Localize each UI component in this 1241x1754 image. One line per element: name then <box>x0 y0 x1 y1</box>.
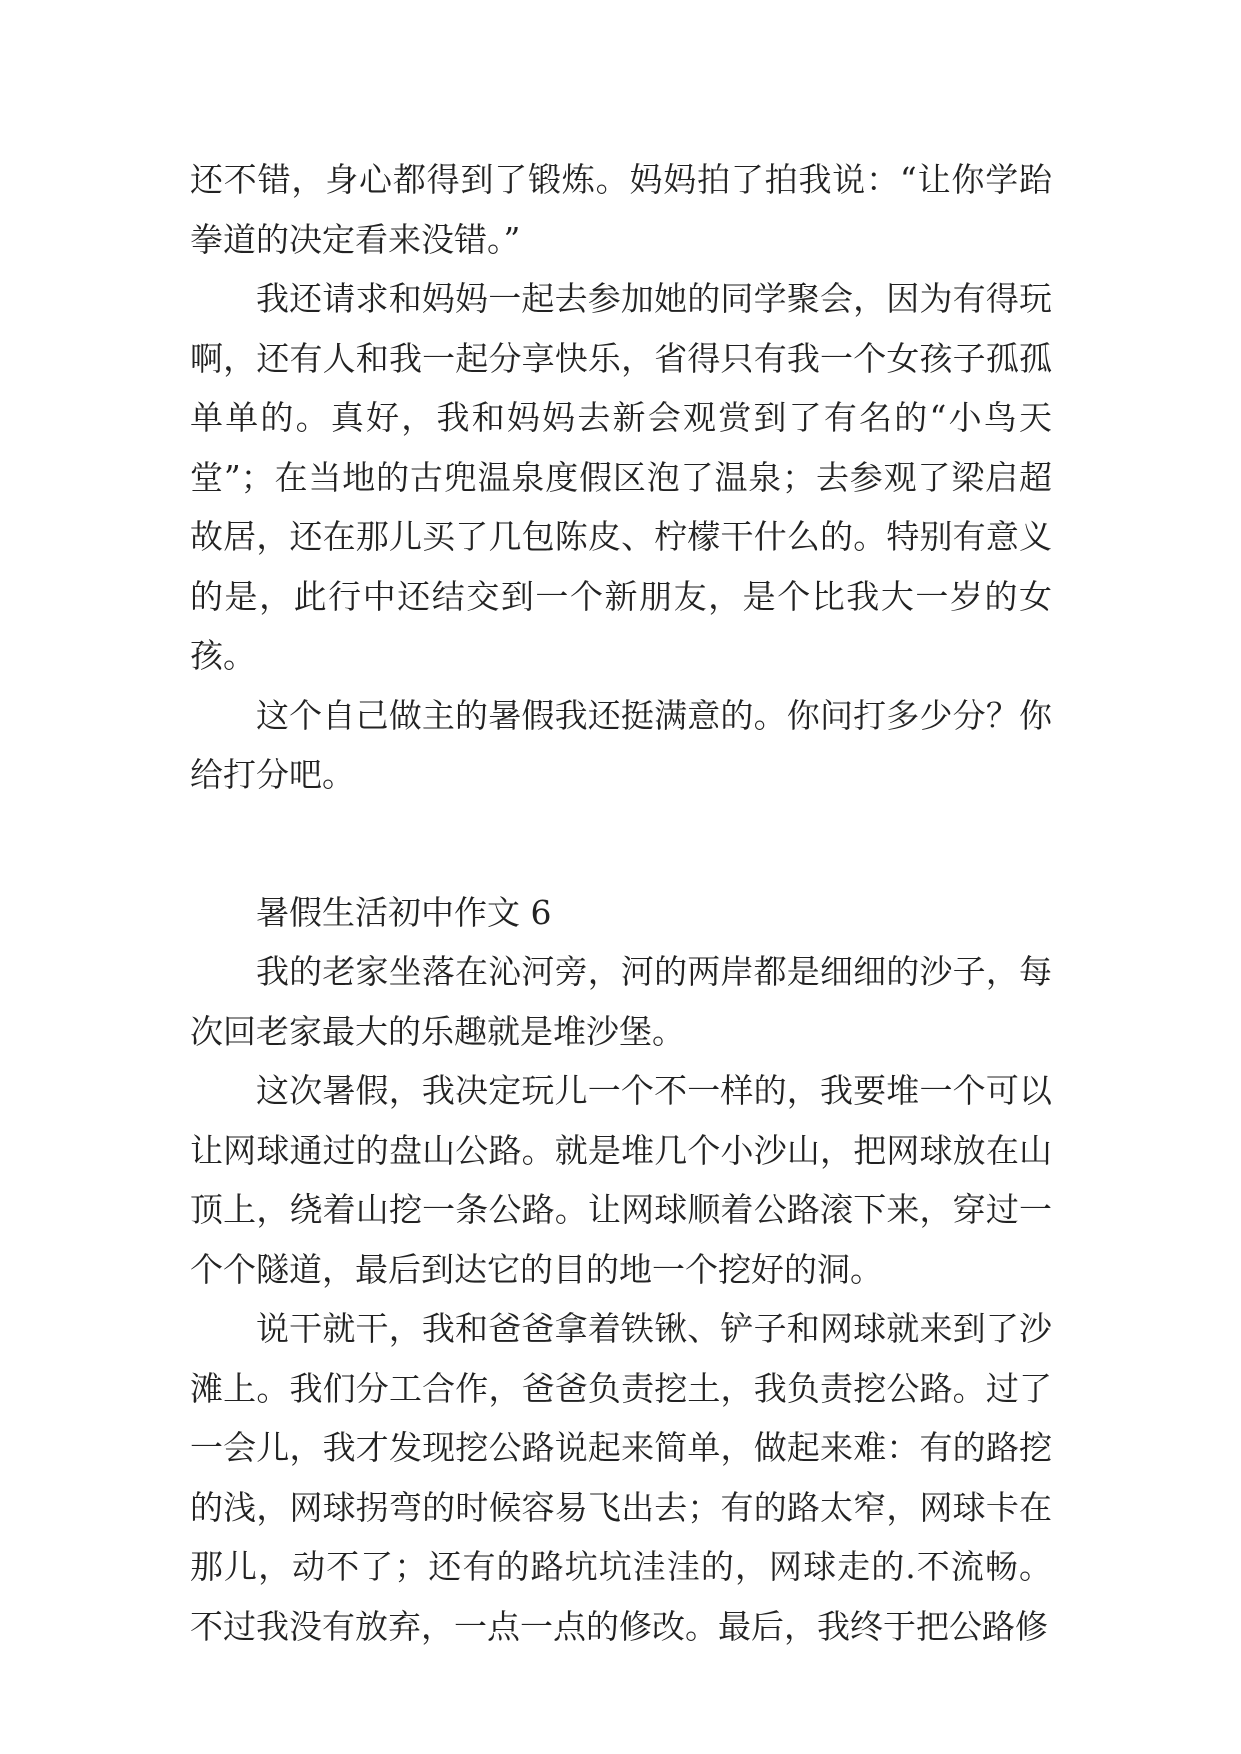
paragraph-2: 我还请求和妈妈一起去参加她的同学聚会，因为有得玩啊，还有人和我一起分享快乐，省得只有我一个女孩子孤孤单单的。真好，我和妈妈去新会观赏到了有名的“小鸟天堂”；在当地的古兜温泉度假区泡了温泉；去参观了梁启超故居，还在那儿买了几包陈皮、柠檬干什么的。特别有意义的是，此行中还结交到一个新朋友，是个比我大一岁的女孩。 <box>190 279 1052 675</box>
paragraph-5: 这次暑假，我决定玩儿一个不一样的，我要堆一个可以让网球通过的盘山公路。就是堆几个小沙山，把网球放在山顶上，绕着山挖一条公路。让网球顺着公路滚下来，穿过一个个隧道，最后到达它的目的地一个挖好的洞。 <box>190 1071 1052 1289</box>
document-page <box>190 150 1052 1656</box>
section-title: 暑假生活初中作文 6 <box>256 892 552 932</box>
paragraph-4: 我的老家坐落在沁河旁，河的两岸都是细细的沙子，每次回老家最大的乐趣就是堆沙堡。 <box>190 952 1052 1051</box>
paragraph-3: 这个自己做主的暑假我还挺满意的。你问打多少分？你给打分吧。 <box>190 695 1052 794</box>
paragraph-6: 说干就干，我和爸爸拿着铁锹、铲子和网球就来到了沙滩上。我们分工合作，爸爸负责挖土，我负责挖公路。过了一会儿，我才发现挖公路说起来简单，做起来难：有的路挖的浅，网球拐弯的时候容易飞出去；有的路太窄，网球卡在那儿，动不了；还有的路坑坑洼洼的，网球走的.不流畅。不过我没有放弃，一点一点的修改。最后，我终于把公路修 <box>190 1309 1052 1646</box>
paragraph-1: 还不错，身心都得到了锻炼。妈妈拍了拍我说：“让你学跆拳道的决定看来没错。” <box>190 160 1052 259</box>
